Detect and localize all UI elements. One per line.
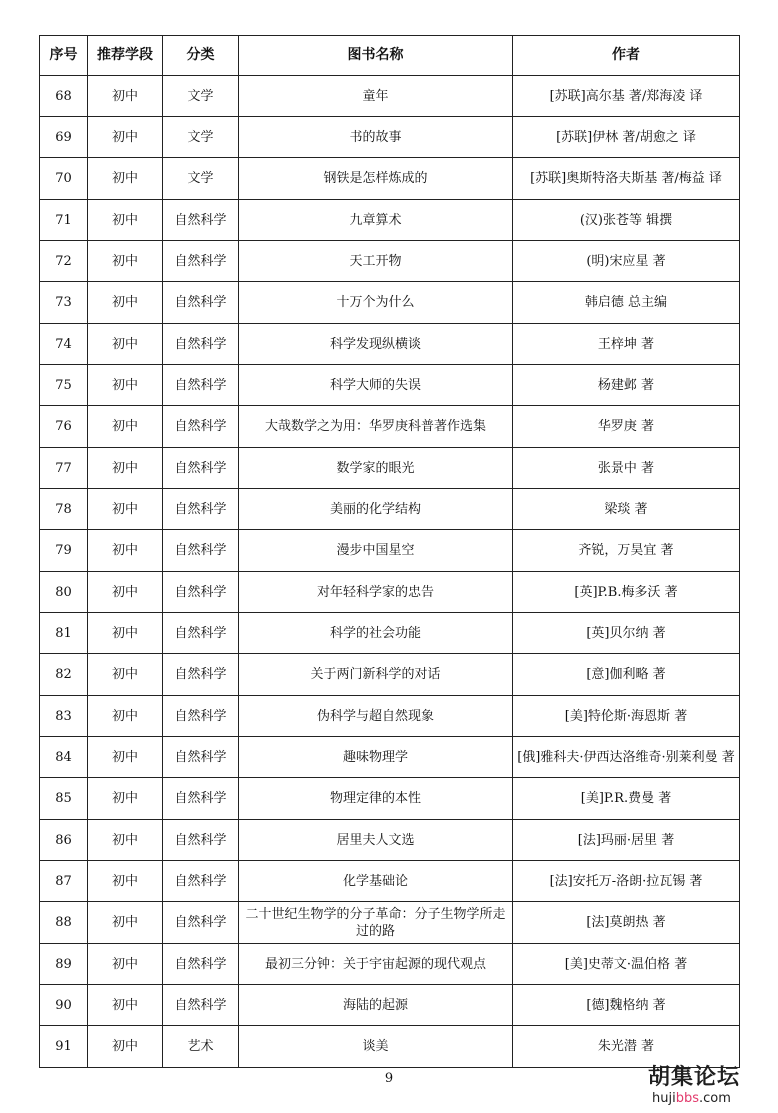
table-row: [40, 985, 740, 1026]
cell-stage: 初中: [88, 778, 163, 820]
cell-author: [苏联]伊林 著/胡愈之 译: [513, 117, 740, 158]
cell-title: 伪科学与超自然现象: [239, 696, 513, 737]
cell-title: 书的故事: [239, 117, 513, 158]
page-number: 9: [384, 1071, 394, 1086]
cell-stage: 初中: [88, 241, 163, 282]
watermark-url-suffix: .com: [698, 1091, 731, 1106]
cell-title: 关于两门新科学的对话: [239, 654, 513, 696]
cell-stage: 初中: [88, 902, 163, 944]
cell-category: 自然科学: [163, 861, 239, 902]
header-author: 作者: [513, 36, 740, 76]
cell-stage: 初中: [88, 572, 163, 613]
cell-title: 钢铁是怎样炼成的: [239, 158, 513, 200]
cell-category: 自然科学: [163, 448, 239, 489]
table-row: [40, 572, 740, 613]
cell-category: 自然科学: [163, 613, 239, 654]
cell-category: 自然科学: [163, 820, 239, 861]
cell-stage: 初中: [88, 200, 163, 241]
cell-index: 82: [40, 654, 88, 696]
cell-author: (汉)张苍等 辑撰: [513, 200, 740, 241]
cell-category: 自然科学: [163, 241, 239, 282]
cell-stage: 初中: [88, 944, 163, 985]
watermark-url-prefix: huji: [652, 1091, 676, 1106]
cell-index: 74: [40, 324, 88, 365]
cell-author: 华罗庚 著: [513, 406, 740, 448]
cell-index: 69: [40, 117, 88, 158]
cell-title: 二十世纪生物学的分子革命：分子生物学所走过的路: [239, 902, 513, 944]
table-row: [40, 654, 740, 696]
cell-author: 朱光潜 著: [513, 1026, 740, 1068]
cell-index: 75: [40, 365, 88, 406]
cell-category: 自然科学: [163, 200, 239, 241]
cell-title: 漫步中国星空: [239, 530, 513, 572]
cell-index: 79: [40, 530, 88, 572]
cell-author: [法]莫朗热 著: [513, 902, 740, 944]
cell-stage: 初中: [88, 324, 163, 365]
cell-author: [英]P.B.梅多沃 著: [513, 572, 740, 613]
cell-index: 89: [40, 944, 88, 985]
table-body: [40, 76, 740, 1068]
watermark-url: [652, 1091, 731, 1106]
cell-index: 81: [40, 613, 88, 654]
cell-title: 九章算术: [239, 200, 513, 241]
cell-stage: 初中: [88, 696, 163, 737]
cell-index: 71: [40, 200, 88, 241]
cell-category: 自然科学: [163, 406, 239, 448]
cell-author: 王梓坤 著: [513, 324, 740, 365]
cell-index: 91: [40, 1026, 88, 1068]
cell-author: [法]安托万-洛朗·拉瓦锡 著: [513, 861, 740, 902]
table-header-row: [40, 36, 740, 76]
cell-index: 88: [40, 902, 88, 944]
cell-index: 84: [40, 737, 88, 778]
table-row: [40, 902, 740, 944]
cell-category: 文学: [163, 76, 239, 117]
cell-stage: 初中: [88, 282, 163, 324]
cell-category: 自然科学: [163, 696, 239, 737]
table-row: [40, 324, 740, 365]
table-row: [40, 696, 740, 737]
table-row: [40, 613, 740, 654]
cell-index: 72: [40, 241, 88, 282]
cell-author: [美]P.R.费曼 著: [513, 778, 740, 820]
cell-index: 76: [40, 406, 88, 448]
cell-author: [苏联]奥斯特洛夫斯基 著/梅益 译: [513, 158, 740, 200]
watermark-site-name: 胡集论坛: [648, 1065, 741, 1090]
cell-title: 海陆的起源: [239, 985, 513, 1026]
table-row: [40, 117, 740, 158]
cell-index: 70: [40, 158, 88, 200]
cell-index: 90: [40, 985, 88, 1026]
cell-category: 自然科学: [163, 572, 239, 613]
cell-stage: 初中: [88, 365, 163, 406]
table-row: [40, 158, 740, 200]
cell-title: 趣味物理学: [239, 737, 513, 778]
cell-category: 自然科学: [163, 282, 239, 324]
cell-author: [意]伽利略 著: [513, 654, 740, 696]
table-row: [40, 76, 740, 117]
cell-index: 83: [40, 696, 88, 737]
cell-category: 文学: [163, 117, 239, 158]
table-row: [40, 282, 740, 324]
cell-author: 梁琰 著: [513, 489, 740, 530]
table-row: [40, 737, 740, 778]
cell-stage: 初中: [88, 489, 163, 530]
cell-title: 谈美: [239, 1026, 513, 1068]
cell-category: 自然科学: [163, 737, 239, 778]
cell-index: 77: [40, 448, 88, 489]
table-row: [40, 241, 740, 282]
cell-author: [法]玛丽·居里 著: [513, 820, 740, 861]
header-title: 图书名称: [239, 36, 513, 76]
table-row: [40, 489, 740, 530]
cell-author: 齐锐，万昊宜 著: [513, 530, 740, 572]
cell-index: 68: [40, 76, 88, 117]
cell-index: 73: [40, 282, 88, 324]
cell-title: 美丽的化学结构: [239, 489, 513, 530]
cell-stage: 初中: [88, 76, 163, 117]
cell-index: 78: [40, 489, 88, 530]
cell-title: 科学的社会功能: [239, 613, 513, 654]
table-row: [40, 406, 740, 448]
cell-author: [俄]雅科夫·伊西达洛维奇·别莱利曼 著: [513, 737, 740, 778]
table-row: [40, 365, 740, 406]
cell-title: 科学大师的失误: [239, 365, 513, 406]
table-row: [40, 448, 740, 489]
table-row: [40, 778, 740, 820]
table-row: [40, 944, 740, 985]
cell-author: [德]魏格纳 著: [513, 985, 740, 1026]
cell-title: 天工开物: [239, 241, 513, 282]
table-row: [40, 530, 740, 572]
cell-title: 童年: [239, 76, 513, 117]
cell-title: 十万个为什么: [239, 282, 513, 324]
table-row: [40, 861, 740, 902]
cell-title: 数学家的眼光: [239, 448, 513, 489]
cell-category: 艺术: [163, 1026, 239, 1068]
cell-category: 自然科学: [163, 778, 239, 820]
book-list-table: [39, 35, 740, 1068]
cell-stage: 初中: [88, 861, 163, 902]
cell-stage: 初中: [88, 158, 163, 200]
header-category: 分类: [163, 36, 239, 76]
cell-index: 80: [40, 572, 88, 613]
cell-category: 自然科学: [163, 654, 239, 696]
cell-title: 物理定律的本性: [239, 778, 513, 820]
cell-author: 韩启德 总主编: [513, 282, 740, 324]
cell-index: 85: [40, 778, 88, 820]
cell-author: [美]史蒂文·温伯格 著: [513, 944, 740, 985]
cell-author: 杨建邺 著: [513, 365, 740, 406]
cell-category: 文学: [163, 158, 239, 200]
cell-stage: 初中: [88, 820, 163, 861]
cell-author: 张景中 著: [513, 448, 740, 489]
table-row: [40, 820, 740, 861]
header-stage: 推荐学段: [88, 36, 163, 76]
table-row: [40, 1026, 740, 1068]
watermark-url-highlight: bbs: [675, 1091, 699, 1106]
cell-author: (明)宋应星 著: [513, 241, 740, 282]
cell-stage: 初中: [88, 530, 163, 572]
cell-stage: 初中: [88, 985, 163, 1026]
cell-stage: 初中: [88, 613, 163, 654]
cell-title: 对年轻科学家的忠告: [239, 572, 513, 613]
cell-category: 自然科学: [163, 530, 239, 572]
cell-title: 最初三分钟：关于宇宙起源的现代观点: [239, 944, 513, 985]
cell-stage: 初中: [88, 1026, 163, 1068]
cell-author: [英]贝尔纳 著: [513, 613, 740, 654]
cell-title: 大哉数学之为用：华罗庚科普著作选集: [239, 406, 513, 448]
cell-category: 自然科学: [163, 985, 239, 1026]
cell-index: 87: [40, 861, 88, 902]
cell-category: 自然科学: [163, 944, 239, 985]
cell-author: [美]特伦斯·海恩斯 著: [513, 696, 740, 737]
cell-category: 自然科学: [163, 489, 239, 530]
cell-stage: 初中: [88, 654, 163, 696]
cell-stage: 初中: [88, 406, 163, 448]
cell-index: 86: [40, 820, 88, 861]
cell-author: [苏联]高尔基 著/郑海凌 译: [513, 76, 740, 117]
cell-category: 自然科学: [163, 902, 239, 944]
cell-title: 科学发现纵横谈: [239, 324, 513, 365]
cell-stage: 初中: [88, 448, 163, 489]
header-index: 序号: [40, 36, 88, 76]
cell-stage: 初中: [88, 737, 163, 778]
cell-title: 化学基础论: [239, 861, 513, 902]
table-row: [40, 200, 740, 241]
cell-title: 居里夫人文选: [239, 820, 513, 861]
cell-category: 自然科学: [163, 324, 239, 365]
cell-category: 自然科学: [163, 365, 239, 406]
cell-stage: 初中: [88, 117, 163, 158]
